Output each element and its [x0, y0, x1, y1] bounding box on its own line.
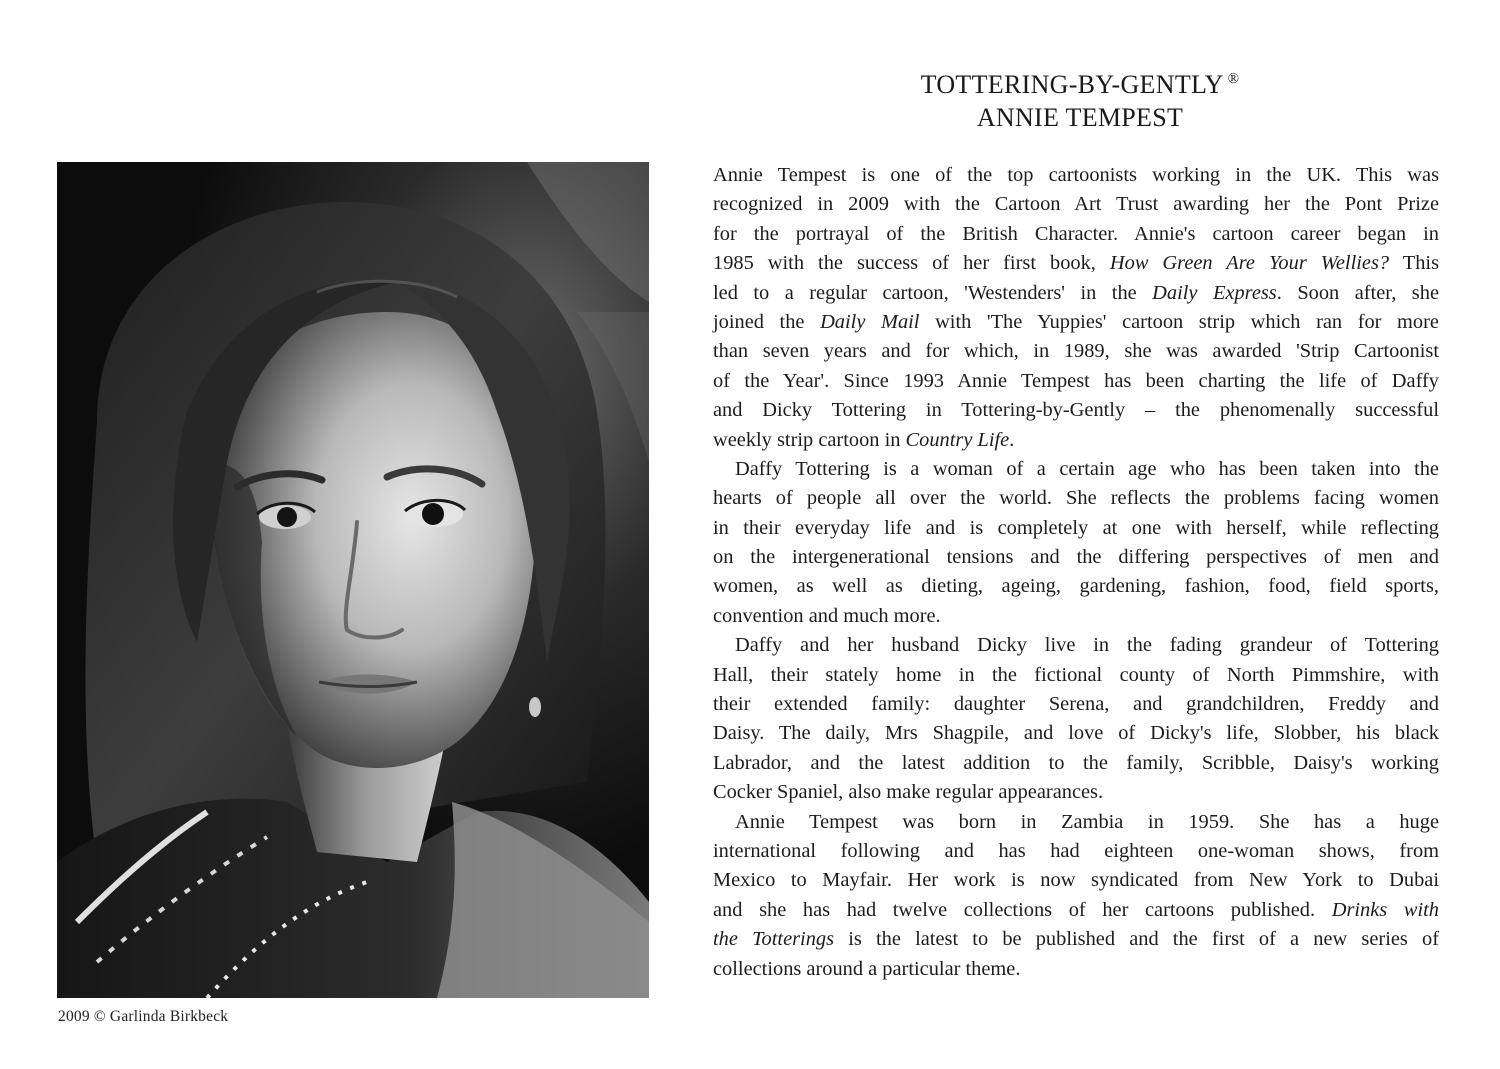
biography-text — [713, 161, 1439, 984]
bio-p2-line-4: on the intergenerational tensions and the differing perspectives of men and — [713, 546, 1439, 569]
bio-p2-line-1: Daffy Tottering is a woman of a certain age who has been taken into the — [735, 457, 1439, 480]
series-name: TOTTERING-BY-GENTLY — [920, 70, 1224, 99]
bio-p1-line-8: of the Year'. Since 1993 Annie Tempest has been charting the life of Daffy — [713, 369, 1439, 392]
bio-p1-line-3: for the portrayal of the British Character. Annie's cartoon career began in — [713, 222, 1439, 245]
bio-p3-line-3: their extended family: daughter Serena, and grandchildren, Freddy and — [713, 693, 1439, 716]
bio-p1-line-7: than seven years and for which, in 1989, she was awarded 'Strip Cartoonist — [713, 340, 1439, 363]
bio-p1-line-4 — [713, 249, 1439, 278]
bio-p3-line-4: Daisy. The daily, Mrs Shagpile, and love of Dicky's life, Slobber, his black — [713, 722, 1439, 745]
bio-p4-line-2: international following and has had eighteen one-woman shows, from — [713, 839, 1439, 862]
bio-p4-line-1: Annie Tempest was born in Zambia in 1959. She has a huge — [735, 810, 1439, 833]
bio-p2-line-6: convention and much more. — [713, 604, 941, 627]
bio-p4-line-6: collections around a particular theme. — [713, 957, 1021, 980]
photo-credit: 2009 © Garlinda Birkbeck — [58, 1008, 229, 1025]
bio-p1-line-5 — [713, 279, 1439, 308]
text-segment: 1985 with the success of her first book, — [713, 252, 1096, 275]
text-segment: This — [1402, 252, 1440, 275]
book-title-drinks-cont: the Totterings — [713, 928, 835, 951]
portrait-illustration — [57, 162, 649, 998]
bio-p3-line-1: Daffy and her husband Dicky live in the fading grandeur of Tottering — [735, 634, 1439, 657]
bio-p4-line-3: Mexico to Mayfair. Her work is now syndicated from New York to Dubai — [713, 869, 1439, 892]
bio-p3-line-6: Cocker Spaniel, also make regular appearances. — [713, 781, 1104, 804]
bio-p1-line-6 — [713, 308, 1439, 337]
registered-mark: ® — [1227, 71, 1240, 87]
text-segment: . Soon after, she — [1276, 281, 1439, 304]
bio-p1-line-2: recognized in 2009 with the Cartoon Art Trust awarding her the Pont Prize — [713, 193, 1439, 216]
text-segment: and she has had twelve collections of her cartoons published. — [713, 898, 1316, 921]
book-title-wellies: How Green Are Your Wellies? — [1109, 252, 1390, 275]
bio-p1-line-10 — [713, 426, 1439, 455]
text-segment: led to a regular cartoon, 'Westenders' in the — [713, 281, 1137, 304]
text-segment: joined the — [713, 310, 805, 333]
text-segment: weekly strip cartoon in — [713, 428, 901, 451]
author-portrait-photo — [57, 162, 649, 998]
bio-p4-line-4 — [713, 896, 1439, 925]
book-title-drinks: Drinks with — [1331, 898, 1439, 921]
bio-p1-line-9: and Dicky Tottering in Tottering-by-Gently – the phenomenally successful — [713, 399, 1439, 422]
bio-p2-line-5: women, as well as dieting, ageing, gardening, fashion, food, field sports, — [713, 575, 1439, 598]
text-segment: is the latest to be published and the first of a new series of — [848, 928, 1439, 951]
bio-p3-line-5: Labrador, and the latest addition to the family, Scribble, Daisy's working — [713, 751, 1439, 774]
publication-daily-mail: Daily Mail — [820, 310, 920, 333]
text-segment: . — [1009, 428, 1015, 451]
page-heading — [840, 63, 1320, 134]
publication-daily-express: Daily Express — [1152, 281, 1277, 304]
bio-p3-line-2: Hall, their stately home in the fictional county of North Pimmshire, with — [713, 663, 1439, 686]
bio-p4-line-5 — [713, 925, 1439, 954]
bio-p2-line-2: hearts of people all over the world. She reflects the problems facing women — [713, 487, 1439, 510]
title-author: ANNIE TEMPEST — [976, 103, 1184, 132]
publication-country-life: Country Life — [905, 428, 1010, 451]
text-segment: with 'The Yuppies' cartoon strip which ran for more — [935, 310, 1439, 333]
bio-p1-line-1: Annie Tempest is one of the top cartoonists working in the UK. This was — [713, 164, 1439, 186]
title-series — [840, 63, 1320, 101]
bio-p2-line-3: in their everyday life and is completely at one with herself, while reflecting — [713, 516, 1439, 539]
